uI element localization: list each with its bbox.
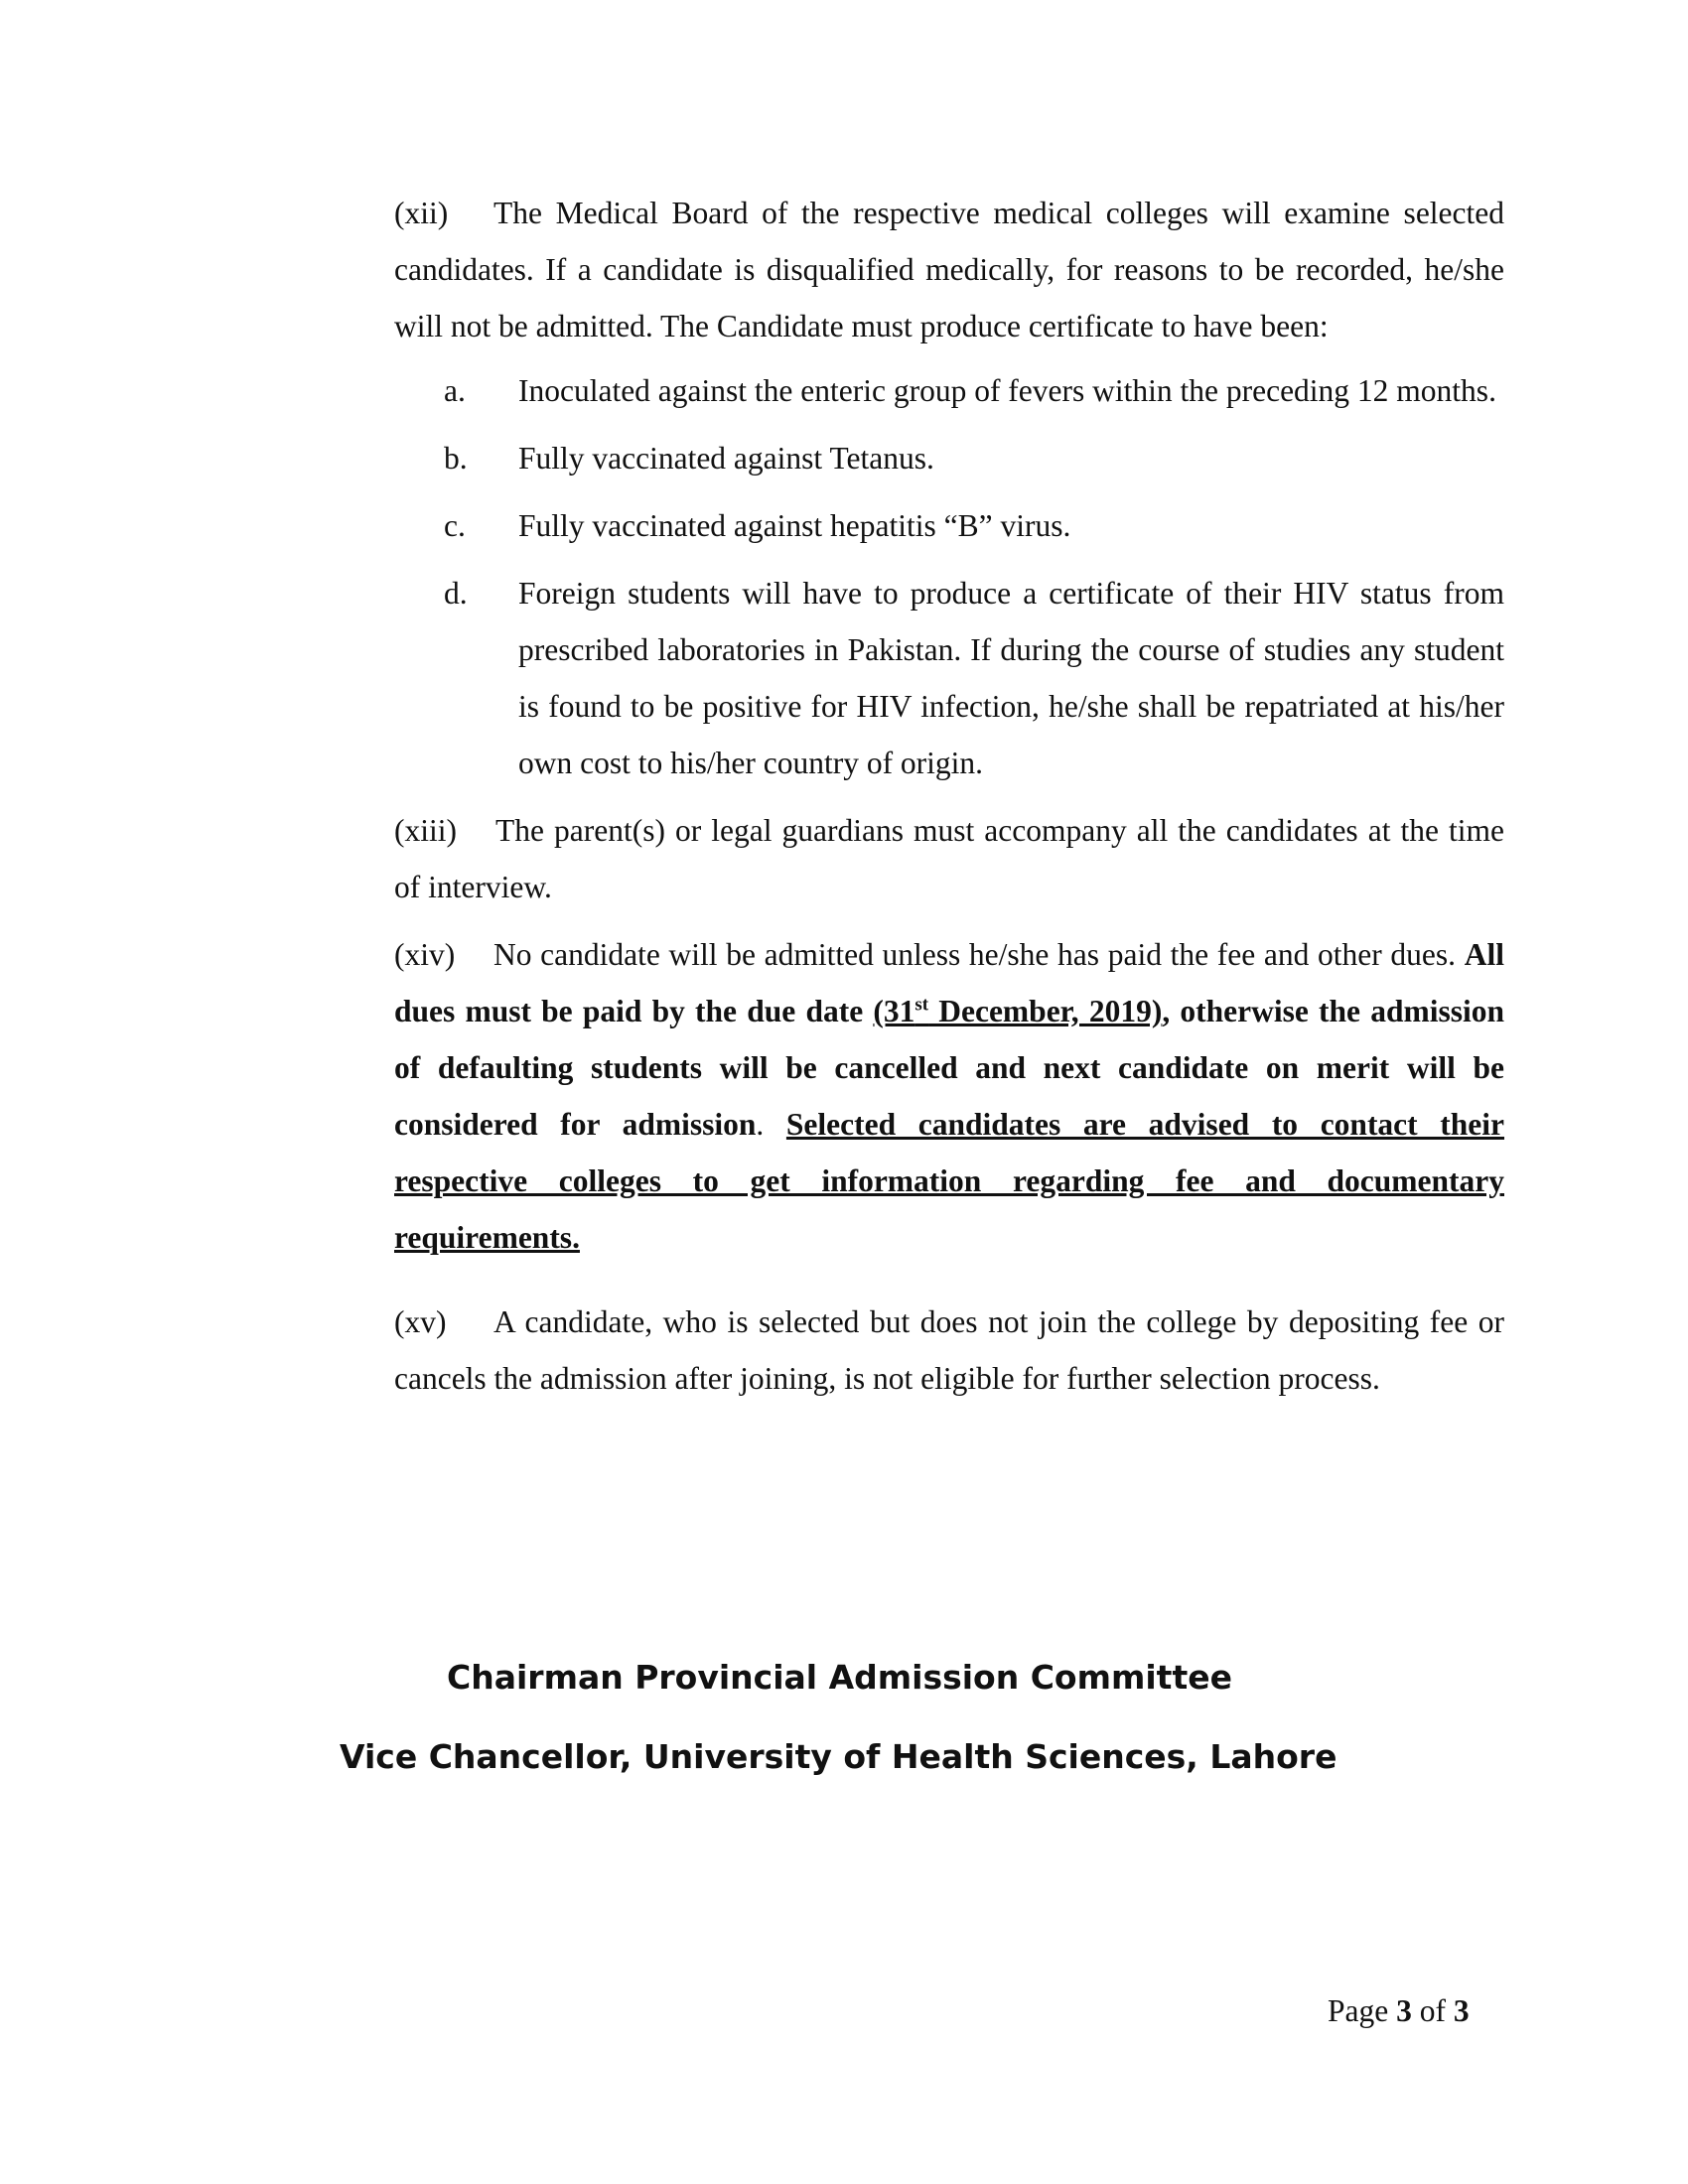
clause-text: The parent(s) or legal guardians must accompany all the candidates at the time of interview. <box>394 813 1504 904</box>
due-date <box>873 994 1162 1028</box>
list-item-letter: d. <box>444 576 468 611</box>
page-label: Page <box>1328 1993 1397 2028</box>
clause-xiii <box>394 802 1504 915</box>
page-number <box>1328 1993 1470 2029</box>
clause-xv <box>394 1294 1504 1407</box>
dues-notice: All dues must be paid by the due date <box>394 937 1504 1028</box>
total-pages: 3 <box>1453 1993 1470 2028</box>
due-date-rest: December, 2019) <box>928 994 1163 1028</box>
advice-notice: Selected candidates are advised to contact their respective colleges to get information regarding fee and documentary requirements. <box>394 1107 1505 1255</box>
list-item <box>394 565 1504 791</box>
list-item-text: Fully vaccinated against Tetanus. <box>518 441 934 476</box>
clause-text: No candidate will be admitted unless he/she has paid the fee and other dues. <box>493 937 1457 972</box>
current-page: 3 <box>1396 1993 1412 2028</box>
list-item <box>394 362 1504 419</box>
of-label: of <box>1411 1993 1454 2028</box>
clause-xiv <box>394 926 1504 1266</box>
list-item <box>394 430 1504 486</box>
list-item-letter: a. <box>444 373 466 408</box>
due-date-suffix: st <box>914 994 929 1016</box>
certificate-list <box>394 362 1504 791</box>
clause-text: The Medical Board of the respective medical colleges will examine selected candidates. If a candidate is disqualified medically, for reasons to be recorded, he/she will not be admitted. The Candidate must produce certificate to have been: <box>394 196 1504 343</box>
list-item-text: Inoculated against the enteric group of fevers within the preceding 12 months. <box>518 373 1496 408</box>
list-item-letter: b. <box>444 441 468 476</box>
due-date-open: (31 <box>873 994 915 1028</box>
signatory-designation: Vice Chancellor, University of Health Sciences, Lahore <box>340 1737 1337 1776</box>
list-item-text: Foreign students will have to produce a certificate of their HIV status from prescribed laboratories in Pakistan. If during the course of studies any student is found to be positive for HIV infection, he/she shall be repatriated at his/her own cost to his/her country of origin. <box>518 576 1504 780</box>
clause-xii <box>394 185 1504 354</box>
clause-number: (xii) <box>394 196 449 230</box>
list-item-text: Fully vaccinated against hepatitis “B” virus. <box>518 508 1071 543</box>
signatory-title: Chairman Provincial Admission Committee <box>447 1658 1232 1697</box>
clause-number: (xiv) <box>394 937 456 972</box>
document-body <box>394 185 1504 1407</box>
list-item-letter: c. <box>444 508 466 543</box>
clause-number: (xv) <box>394 1304 447 1339</box>
clause-number: (xiii) <box>394 813 457 848</box>
sentence-period: . <box>756 1107 765 1142</box>
list-item <box>394 497 1504 554</box>
clause-text: A candidate, who is selected but does not join the college by depositing fee or cancels the admission after joining, is not eligible for further selection process. <box>394 1304 1504 1396</box>
dues-consequence: , otherwise the admission of defaulting students will be cancelled and next candidate on merit will be considered for admission <box>394 994 1505 1142</box>
